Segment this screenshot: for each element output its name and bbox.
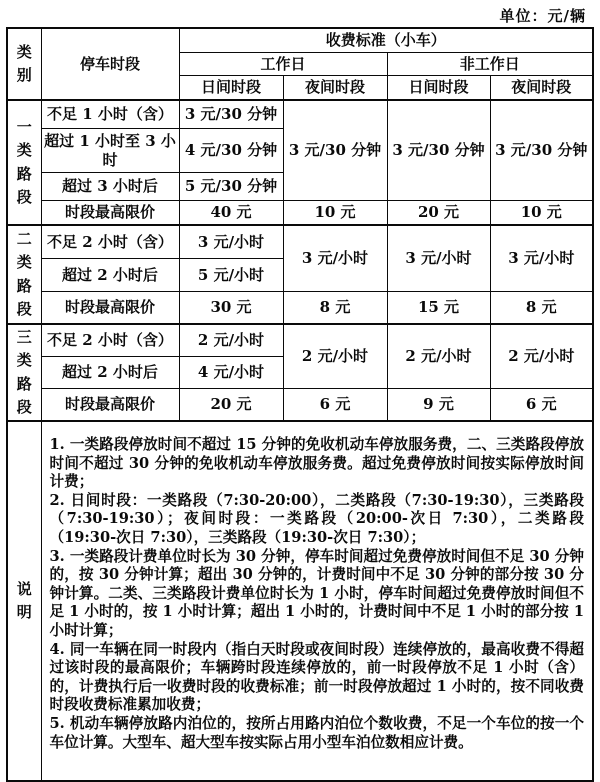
header-fee-standard: 收费标准（小车） [179, 28, 593, 53]
table-row [7, 388, 593, 421]
header-row-1 [7, 28, 593, 53]
section-3-cap-non-workday-day: 9 元 [387, 388, 490, 421]
section-2-non-workday-night: 3 元/小时 [490, 225, 593, 292]
section-1-rate-3-workday-day: 5 元/30 分钟 [179, 173, 283, 201]
table-row [7, 201, 593, 226]
section-1-cap-non-workday-day: 20 元 [387, 201, 490, 226]
section-2-period-2: 超过 2 小时后 [41, 259, 179, 292]
header-parking-period: 停车时段 [41, 28, 179, 100]
note-item-4: 4. 同一车辆在同一时段内（指白天时段或夜间时段）连续停放的，最高收费不得超过该时段的最高限价；车辆跨时段连续停放的，前一时段停放不足 1 小时（含）的，计费执行后一收费时段的收费标准；前一时段停放超过 1 小时的，按不同收费时段收费标准累加收费； [49, 640, 585, 714]
header-workday: 工作日 [179, 53, 387, 76]
parking-fee-table [6, 27, 594, 782]
section-3-period-1: 不足 2 小时（含） [41, 324, 179, 357]
section-1-non-workday-night: 3 元/30 分钟 [490, 100, 593, 201]
section-1-cap-non-workday-night: 10 元 [490, 201, 593, 226]
table-row [7, 225, 593, 259]
section-3-rate-2-workday-day: 4 元/小时 [179, 357, 283, 389]
section-2-cap-non-workday-day: 15 元 [387, 292, 490, 325]
section-1-rate-2-workday-day: 4 元/30 分钟 [179, 129, 283, 173]
section-2-non-workday-day: 3 元/小时 [387, 225, 490, 292]
section-1-non-workday-day: 3 元/30 分钟 [387, 100, 490, 201]
section-1-workday-night: 3 元/30 分钟 [283, 100, 387, 201]
section-1-period-1: 不足 1 小时（含） [41, 100, 179, 129]
notes-label: 说明 [7, 421, 41, 781]
section-2-workday-night: 3 元/小时 [283, 225, 387, 292]
section-2-cap-label: 时段最高限价 [41, 292, 179, 325]
section-3-workday-night: 2 元/小时 [283, 324, 387, 388]
header-non-workday: 非工作日 [387, 53, 593, 76]
section-1-cap-workday-night: 10 元 [283, 201, 387, 226]
section-1-period-3: 超过 3 小时后 [41, 173, 179, 201]
section-3-non-workday-day: 2 元/小时 [387, 324, 490, 388]
section-3-rate-1-workday-day: 2 元/小时 [179, 324, 283, 357]
table-row [7, 324, 593, 357]
section-3-category: 三类路段 [7, 324, 41, 421]
section-2-cap-workday-night: 8 元 [283, 292, 387, 325]
note-item-5: 5. 机动车辆停放路内泊位的，按所占用路内泊位个数收费，不足一个车位的按一个车位计算。大型车、超大型车按实际占用小型车泊位数相应计费。 [49, 714, 585, 751]
note-item-2: 2. 日间时段：一类路段（7:30-20:00），二类路段（7:30-19:30），三类路段（7:30-19:30）；夜间时段：一类路段（20:00-次日 7:30），二类路段（19:30-次日 7:30），三类路段（19:30-次日 7:30）； [49, 491, 585, 546]
section-3-cap-label: 时段最高限价 [41, 388, 179, 421]
note-item-1: 1. 一类路段停放时间不超过 15 分钟的免收机动车停放服务费，二、三类路段停放时间不超过 30 分钟的免收机动车停放服务费。超过免费停放时间按实际停放时间计费； [49, 436, 585, 491]
section-1-period-2: 超过 1 小时至 3 小时 [41, 129, 179, 173]
header-category: 类别 [7, 28, 41, 100]
section-2-period-1: 不足 2 小时（含） [41, 225, 179, 259]
section-1-category: 一类路段 [7, 100, 41, 225]
note-item-3: 3. 一类路段计费单位时长为 30 分钟，停车时间超过免费停放时间但不足 30 分钟的，按 30 分钟计算；超出 30 分钟的，计费时间中不足 30 分钟的部分按 30 分钟计算。二类、三类路段计费单位时长为 1 小时，停车时间超过免费停放时间但不足 1 小时的，按 1 小时计算；超出 1 小时的，计费时间中不足 1 小时的部分按 1 小时计算； [49, 547, 585, 639]
section-2-cap-non-workday-night: 8 元 [490, 292, 593, 325]
section-3-non-workday-night: 2 元/小时 [490, 324, 593, 388]
section-3-cap-workday-day: 20 元 [179, 388, 283, 421]
header-workday-day: 日间时段 [179, 76, 283, 101]
section-2-rate-2-workday-day: 5 元/小时 [179, 259, 283, 292]
header-non-workday-day: 日间时段 [387, 76, 490, 101]
notes-content [41, 421, 593, 781]
section-2-rate-1-workday-day: 3 元/小时 [179, 225, 283, 259]
section-1-cap-label: 时段最高限价 [41, 201, 179, 226]
section-1-cap-workday-day: 40 元 [179, 201, 283, 226]
unit-label: 单位：元/辆 [499, 7, 586, 25]
table-row [7, 292, 593, 325]
section-2-cap-workday-day: 30 元 [179, 292, 283, 325]
header-non-workday-night: 夜间时段 [490, 76, 593, 101]
notes-row [7, 421, 593, 781]
section-3-cap-non-workday-night: 6 元 [490, 388, 593, 421]
table-row [7, 100, 593, 129]
section-2-category: 二类路段 [7, 225, 41, 324]
section-3-cap-workday-night: 6 元 [283, 388, 387, 421]
section-3-period-2: 超过 2 小时后 [41, 357, 179, 389]
section-1-rate-1-workday-day: 3 元/30 分钟 [179, 100, 283, 129]
header-workday-night: 夜间时段 [283, 76, 387, 101]
